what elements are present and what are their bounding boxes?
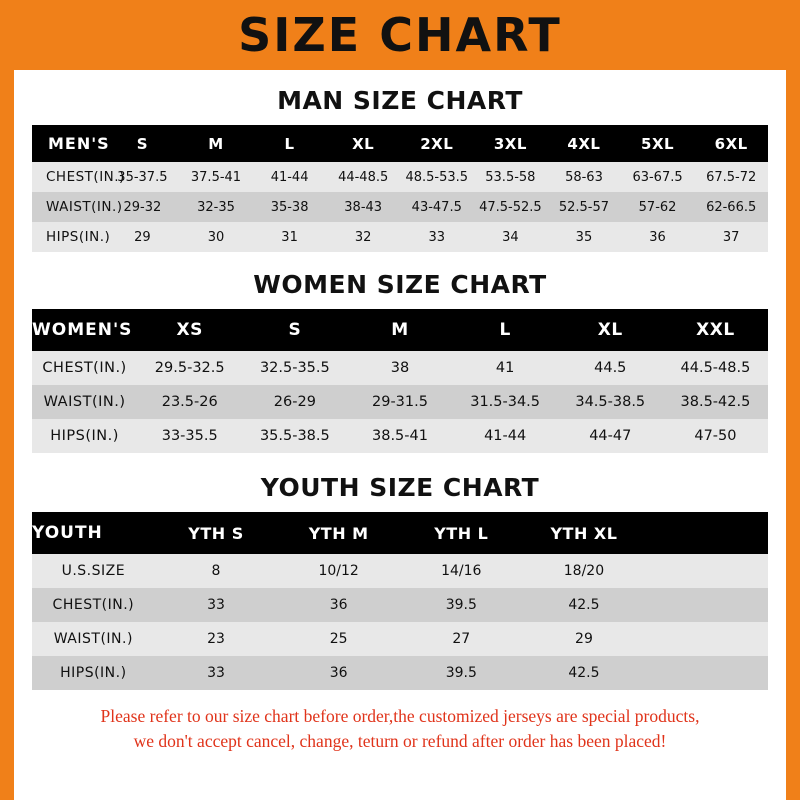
cell: 39.5 bbox=[445, 597, 477, 613]
header-cell-yth-xl: YTH XL bbox=[550, 523, 618, 543]
cell: 44-47 bbox=[589, 428, 632, 444]
row-label: WAIST(IN.) bbox=[53, 631, 133, 647]
cell: 34.5-38.5 bbox=[575, 394, 646, 410]
cell: 57-62 bbox=[638, 199, 677, 215]
cell: 35.5-38.5 bbox=[259, 428, 330, 444]
table-row bbox=[32, 385, 768, 419]
cell: 67.5-72 bbox=[706, 169, 757, 185]
header-cell-xs: XS bbox=[176, 320, 203, 340]
header-cell-m: M bbox=[391, 320, 409, 340]
cell: 33 bbox=[207, 597, 225, 613]
row-label: WAIST(IN.) bbox=[46, 199, 123, 215]
header-cell-3xl: 3XL bbox=[493, 134, 527, 153]
header-cell-xl: XL bbox=[597, 320, 623, 340]
cell: 53.5-58 bbox=[485, 169, 536, 185]
cell: 48.5-53.5 bbox=[405, 169, 469, 185]
youth-size-table bbox=[32, 512, 768, 690]
row-label: HIPS(IN.) bbox=[60, 665, 127, 681]
footnote-line-2: we don't accept cancel, change, teturn or refund after order has been placed! bbox=[133, 731, 667, 752]
cell: 14/16 bbox=[441, 563, 482, 579]
row-label: CHEST(IN.) bbox=[42, 360, 127, 376]
row-label: WAIST(IN.) bbox=[43, 394, 126, 410]
header-cell-empty bbox=[645, 512, 768, 554]
cell: 29-32 bbox=[123, 199, 162, 215]
cell: 31 bbox=[281, 229, 298, 245]
cell: 41-44 bbox=[270, 169, 309, 185]
header-cell-l: L bbox=[499, 320, 511, 340]
row-label: CHEST(IN.) bbox=[52, 597, 135, 613]
cell: 41 bbox=[495, 360, 515, 376]
header-cell-label: YOUTH bbox=[32, 523, 103, 543]
section-title-youth: YOUTH SIZE CHART bbox=[260, 473, 540, 502]
row-label: CHEST(IN.) bbox=[46, 169, 125, 185]
footnote bbox=[32, 704, 768, 755]
cell: 35-37.5 bbox=[117, 169, 168, 185]
men-size-table bbox=[32, 125, 768, 252]
header-cell-yth-l: YTH L bbox=[434, 523, 489, 543]
header-cell-label: WOMEN'S bbox=[32, 320, 133, 340]
header-cell-2xl: 2XL bbox=[420, 134, 454, 153]
row-label: U.S.SIZE bbox=[61, 563, 126, 579]
table-header-row bbox=[32, 512, 768, 554]
cell: 29 bbox=[134, 229, 151, 245]
cell: 36 bbox=[649, 229, 666, 245]
cell: 26-29 bbox=[273, 394, 316, 410]
cell: 42.5 bbox=[568, 665, 600, 681]
cell: 44.5 bbox=[594, 360, 627, 376]
cell: 34 bbox=[502, 229, 519, 245]
cell: 33 bbox=[207, 665, 225, 681]
cell: 63-67.5 bbox=[632, 169, 683, 185]
cell: 25 bbox=[329, 631, 348, 647]
cell: 37.5-41 bbox=[190, 169, 242, 185]
cell: 43-47.5 bbox=[411, 199, 462, 215]
cell: 35 bbox=[575, 229, 593, 245]
cell: 37 bbox=[722, 229, 740, 245]
header-cell-label: MEN'S bbox=[48, 134, 110, 153]
cell: 38.5-42.5 bbox=[680, 394, 751, 410]
women-size-table bbox=[32, 309, 768, 453]
table-row bbox=[32, 419, 768, 453]
cell: 8 bbox=[211, 563, 221, 579]
cell bbox=[645, 588, 768, 622]
cell: 33-35.5 bbox=[161, 428, 218, 444]
table-row bbox=[32, 162, 768, 192]
cell: 30 bbox=[207, 229, 225, 245]
header-cell-xxl: XXL bbox=[696, 320, 735, 340]
cell: 10/12 bbox=[318, 563, 359, 579]
cell: 47-50 bbox=[694, 428, 737, 444]
cell: 35-38 bbox=[270, 199, 309, 215]
cell: 29-31.5 bbox=[372, 394, 428, 410]
row-label: HIPS(IN.) bbox=[50, 428, 119, 444]
table-header-row bbox=[32, 309, 768, 351]
cell: 62-66.5 bbox=[706, 199, 757, 215]
section-title-man: MAN SIZE CHART bbox=[277, 86, 523, 115]
section-title-women: WOMEN SIZE CHART bbox=[253, 270, 547, 299]
cell: 44-48.5 bbox=[338, 169, 389, 185]
cell: 36 bbox=[329, 665, 348, 681]
cell: 44.5-48.5 bbox=[680, 360, 751, 376]
table-row bbox=[32, 554, 768, 588]
cell: 27 bbox=[452, 631, 471, 647]
cell: 38.5-41 bbox=[372, 428, 428, 444]
header-cell-s: S bbox=[136, 134, 149, 153]
cell: 23.5-26 bbox=[161, 394, 218, 410]
header-cell-4xl: 4XL bbox=[567, 134, 601, 153]
table-row bbox=[32, 222, 768, 252]
cell: 32 bbox=[354, 229, 372, 245]
cell: 32-35 bbox=[197, 199, 235, 215]
table-header-row bbox=[32, 125, 768, 162]
cell bbox=[645, 554, 768, 588]
cell: 18/20 bbox=[563, 563, 605, 579]
cell: 29.5-32.5 bbox=[154, 360, 225, 376]
header-cell-s: S bbox=[288, 320, 302, 340]
cell bbox=[645, 622, 768, 656]
cell: 41-44 bbox=[484, 428, 527, 444]
cell: 39.5 bbox=[445, 665, 477, 681]
cell: 31.5-34.5 bbox=[470, 394, 541, 410]
table-row bbox=[32, 588, 768, 622]
header-cell-5xl: 5XL bbox=[641, 134, 675, 153]
cell: 38 bbox=[390, 360, 410, 376]
row-label: HIPS(IN.) bbox=[46, 229, 111, 245]
table-row bbox=[32, 192, 768, 222]
cell: 33 bbox=[428, 229, 446, 245]
header-cell-yth-m: YTH M bbox=[308, 523, 369, 543]
cell: 58-63 bbox=[565, 169, 603, 185]
cell: 32.5-35.5 bbox=[259, 360, 330, 376]
header-cell-xl: XL bbox=[352, 134, 375, 153]
table-row bbox=[32, 351, 768, 385]
cell: 23 bbox=[207, 631, 225, 647]
cell: 52.5-57 bbox=[558, 199, 610, 215]
page-title: SIZE CHART bbox=[238, 8, 562, 62]
cell: 29 bbox=[575, 631, 593, 647]
content bbox=[14, 86, 786, 755]
cell: 38-43 bbox=[344, 199, 383, 215]
header-cell-yth-s: YTH S bbox=[188, 523, 244, 543]
header-cell-l: L bbox=[284, 134, 295, 153]
table-row bbox=[32, 656, 768, 690]
table-row bbox=[32, 622, 768, 656]
header-cell-m: M bbox=[208, 134, 224, 153]
cell bbox=[645, 656, 768, 690]
footnote-line-1: Please refer to our size chart before order,the customized jerseys are special products, bbox=[100, 706, 700, 726]
header-cell-6xl: 6XL bbox=[714, 134, 748, 153]
cell: 36 bbox=[329, 597, 348, 613]
cell: 42.5 bbox=[568, 597, 600, 613]
banner bbox=[14, 0, 786, 70]
cell: 47.5-52.5 bbox=[479, 199, 542, 215]
